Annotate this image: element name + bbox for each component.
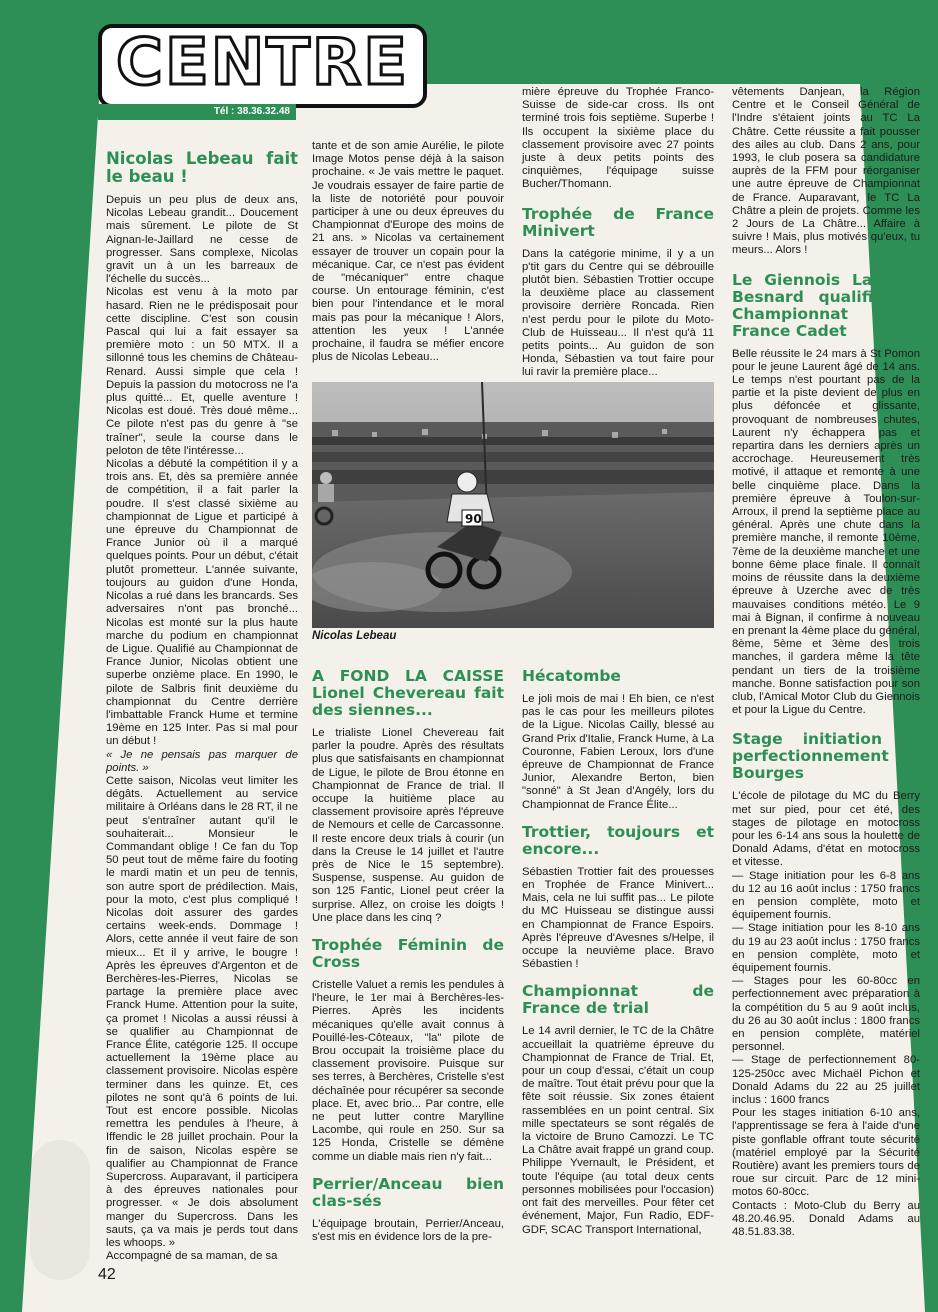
photo-caption: Nicolas Lebeau	[312, 630, 397, 642]
paragraph: Accompagné de sa maman, de sa	[106, 1250, 278, 1263]
paragraph: Nicolas a débuté la compétition il y a trois ans. Et, dès sa première année de compétition, il a fait parler la poudre. Il s'est classé sixième au championnat de Ligue et participé à une épreuve du Championnat de France Junior où il a marqué quelques points. Pour un début, c'était plutôt prometteur. L'année suivante, toujours au guidon d'une Honda, Nicolas a rué dans les brancards. Ses adversaires n'ont pas bronché... Nicolas est monté sur la plus haute marche du podium en championnat de Ligue. Qualifié au Championnat de France Junior, Nicolas obtient une superbe onzième place. En 1990, le pilote de Salbris finit deuxième du championnat du Centre derrière l'imbattable Franck Hume et termine 19ème en 125 Inter. Pas si mal pour un début !	[106, 458, 298, 748]
headline-stage: Stage initiation et perfectionnement à Bourges	[732, 730, 920, 783]
paragraph: — Stage de perfectionnement 80-125-250cc avec Michaël Pichon et Donald Adams du 22 au 25 juillet inclus : 1600 francs	[732, 1054, 920, 1106]
paragraph: Sébastien Trottier fait des prouesses en Trophée de France Minivert... Mais, cela ne lui suffit pas... Le pilote du MC Huisseau se distingue aussi en Championnat de France Espoirs. Après l'épreuve d'Avesnes s/Helpe, il occupe la neuvième place. Bravo Sébastien !	[522, 865, 714, 971]
svg-text:90: 90	[465, 512, 482, 526]
headline-besnard: Le Giennois Laurent Besnard qualifié au Championnat de France Cadet	[732, 270, 920, 340]
headline-chevereau: A FOND LA CAISSE Lionel Chevereau fait des siennes...	[312, 667, 504, 719]
paragraph: — Stage initiation pour les 6-8 ans du 12 au 16 août inclus : 1750 francs en pension complète, moto et équipement fournis.	[732, 869, 920, 922]
paragraph: vêtements Danjean, la Région Centre et le Conseil Général de l'Indre s'étaient joints au TC La Châtre. Cette réussite a fait pousser des ailes au club. Dans 2 ans, pour 1993, le club posera sa candidature auprès de la FFM pour réorganiser une autre épreuve de Championnat de France. Auparavant, le TC La Châtre a plein de projets. Comme les 2 Jours de La Châtre... Affaire à suivre ! Mais, plus motivés qu'eux, tu meurs... Alors !	[732, 86, 920, 257]
motocross-photo	[312, 382, 714, 628]
paragraph: Cristelle Valuet a remis les pendules à l'heure, le 1er mai à Berchères-les-Pierres. Après les incidents mécaniques qu'elle avait connus à Pouillé-les-Côteaux, "la" pilote de Brou occupait la troisième place du classement provisoire. Puisque sur ses terres, à Berchères, Cristelle s'est déchaînée pour récupérer sa seconde place. Et, avec brio... Par contre, elle ne peut lutter contre Marylline Lacombe, qui roule en 250. Sur sa 125 Honda, Cristelle se démène comme un diable mais rien n'y fait...	[312, 979, 504, 1163]
paragraph: Depuis un peu plus de deux ans, Nicolas Lebeau grandit... Doucement mais sûrement. Le pilote de St Aignan-le-Jaillard ne cesse de progresser. Sans complexe, Nicolas gravit un à un les barreaux de l'échelle du succès...	[106, 194, 298, 286]
paragraph: Cette saison, Nicolas veut limiter les dégâts. Actuellement au service militaire à Orléans dans le 28 RT, il ne peut s'entraîner autant qu'il le souhaiterait... Monsieur le Commandant oblige ! Ce fan du Top 50 peut tout de même faire du footing le mardi matin et un peu de tennis, son autre sport de prédilection. Mais, pour la moto, c'est plus compliqué ! Nicolas doit assurer des gardes certains week-ends. Dommage ! Alors, cette année il veut faire de son mieux... Et il y arrive, le bougre ! Après les épreuves d'Argenton et de Berchères-les-Pierres, Nicolas se partage la première place avec Franck Hume. Attention pour la suite, ça promet ! Nicolas a aussi réussi à se qualifier au Championnat de France Élite, catégorie 125. Il occupe actuellement la 19ème place au classement provisoire. Nicolas espère terminer dans les quinze. Et, ces pilotes ne sont qu'à 6 points de lui. Tout est encore possible. Nicolas remettra les pendules à l'heure, à Iffendic le 28 juillet prochain. Pour la fin de saison, Nicolas espère se qualifier au Championnat de France Supercross. Auparavant, il participera à des épreuves nationales pour progresser. « Je dois absolument manger du Supercross. Dans les sauts, ça va mais je perds tout dans les whoops. »	[106, 774, 298, 1250]
paragraph: Contacts : Moto-Club du Berry au 48.20.46.95. Donald Adams au 48.51.83.38.	[732, 1199, 920, 1239]
paragraph: — Stages pour les 60-80cc en perfectionnement avec préparation à la compétition du 5 au 9 août inclus, du 26 au 30 août inclus : 1800 francs en pension complète, matériel personnel.	[732, 975, 920, 1054]
photo-illustration	[312, 382, 714, 628]
faded-background-mark	[30, 1140, 90, 1280]
paragraph: L'école de pilotage du MC du Berry met sur pied, pour cet été, des stages de pilotage en motocross pour les 6-14 ans sous la houlette de Donald Adams, d'état en motocross et vitesse.	[732, 790, 920, 869]
headline-perrier: Perrier/Anceau bien clas-sés	[312, 1174, 504, 1210]
page-number: 42	[98, 1266, 116, 1283]
phone-bar: Tél : 38.36.32.48	[98, 104, 296, 120]
quote: « Je ne pensais pas marquer de points. »	[106, 748, 298, 774]
headline-hecatombe: Hécatombe	[522, 667, 621, 685]
column-1	[106, 150, 298, 1263]
column-2-bottom	[312, 668, 504, 1244]
column-3-top	[522, 86, 714, 380]
paragraph: Nicolas est venu à la moto par hasard. Rien ne le prédisposait pour cette discipline. C'est son cousin Pascal qui lui a fait essayer sa première moto : un 50 MTX. Il a sillonné tous les chemins de Château-Renard. Aussi simple que cela ! Depuis la passion du motocross ne l'a plus quitté... Et, quelle aventure ! Nicolas est doué. Très doué même... Ce pilote n'est pas du genre à "se traîner", seule la course dans le peloton de tête l'intéresse...	[106, 286, 298, 457]
column-3-bottom	[522, 668, 714, 1237]
paragraph: L'équipage broutain, Perrier/Anceau, s'est mis en évidence lors de la pre-	[312, 1217, 504, 1244]
paragraph: Belle réussite le 24 mars à St Pomon pour le jeune Laurent âgé de 14 ans. Le temps n'est pourtant pas de la partie et la piste devient de plus en plus défoncée et glissante, provoquant de nombreuses chutes, Laurent n'y échappera pas et repartira dans les derniers après un accrochage. Heureusement très motivé, il attaque et remonte à une belle cinquième place. Dans la première épreuve à Toulon-sur-Arroux, il prend la septième place au général. Après une chute dans la première manche, il remonte 10ème, 7ème de la deuxième manche et une bonne 6ème place finale. Il connaît moins de réussite dans la deuxième épreuve à Uzerche avec de très mauvaises conditions météo. Le 9 mai à Bignan, il confirme à nouveau en prenant la 4ème place du général, 8ème, 5ème et 3ème des trois manches, il gardera même la tête pendant un tiers de la troisième manche. Bonne satisfaction pour son club, l'Amical Motor Club du Giennois et pour la Ligue du Centre.	[732, 347, 920, 717]
headline-trottier: Trottier, toujours et encore...	[522, 822, 714, 858]
headline-feminin: Trophée Féminin de Cross	[312, 936, 504, 972]
headline-trial: Championnat de France de trial	[522, 982, 714, 1018]
paragraph: Le trialiste Lionel Chevereau fait parler la poudre. Après des résultats plus que satisfaisants en championnat de Ligue, le pilote de Brou étonne en Championnat de France de trial. Il occupe la huitième place au classement provisoire après l'épreuve de Nemours et celle de Carcassonne. Il reste encore deux trials à courir (un dans la Creuse le 14 juillet et l'autre près de Nice le 15 septembre). Suspense, suspense. Au guidon de son 125 Fantic, Lionel peut créer la surprise. Allez, on croise les doigts ! Une place dans les cinq ?	[312, 727, 504, 924]
paragraph: Le 14 avril dernier, le TC de la Châtre accueillait la quatrième épreuve du Championnat de France de Trial. Et, pour un coup d'essai, c'était un coup de maître. Tout était prévu pour que la fête soit réussie. Six zones étaient rassemblées en un point central. Six mille spectateurs se sont régalés de la victoire de Bruno Camozzi. Le TC La Châtre avait frappé un grand coup. Philippe Yvernault, le Président, et toute l'équipe (au total deux cents personnes mobilisées pour l'occasion) ont fait des merveilles. Pour fêter cet événement, Major, Fun Radio, EDF-GDF, SCAC Transport International,	[522, 1025, 714, 1236]
column-4	[732, 86, 920, 1239]
paragraph: Le joli mois de mai ! Eh bien, ce n'est pas le cas pour les meilleurs pilotes de la Ligue. Nicolas Cailly, blessé au Grand Prix d'Italie, Franck Hume, à La Couronne, Fabien Leroux, lors d'une épreuve de Championnat de France Junior, Alexandre Berton, bien "sonné" à St Jean d'Angély, lors du Championnat de France Élite...	[522, 693, 714, 811]
headline-minivert: Trophée de France Minivert	[522, 204, 714, 240]
headline-lebeau: Nicolas Lebeau fait le beau !	[106, 149, 298, 186]
paragraph: Dans la catégorie minime, il y a un p'tit gars du Centre qui se débrouille plutôt bien. Sébastien Trottier occupe la deuxième place au classement provisoire derrière Roncada. Rien n'est perdu pour le pilote du Moto-Club de Huisseau... Il n'est qu'à 11 petits points... Au guidon de son Honda, Sébastien va tout faire pour lui ravir la première place...	[522, 247, 714, 379]
paragraph: mière épreuve du Trophée Franco-Suisse de side-car cross. Ils ont terminé trois fois septième. Superbe ! Ils occupent la sixième place du classement provisoire avec 27 points juste à deux petits points des cinquièmes, l'équipage suisse Bucher/Thomann.	[522, 86, 714, 191]
paragraph: — Stage initiation pour les 8-10 ans du 19 au 23 août inclus : 1750 francs en pension complète, moto et équipement fournis.	[732, 922, 920, 974]
paragraph: Pour les stages initiation 6-10 ans, l'apprentissage se fera à l'aide d'une piste gonflable offrant toute sécurité (matériel employé par la Sécurité Routière) avant les premiers tours de roue sur circuit. Parc de 12 mini-motos 60-80cc.	[732, 1107, 920, 1199]
paragraph: tante et de son amie Aurélie, le pilote Image Motos pense déjà à la saison prochaine. « Je vais mettre le paquet. Je voudrais essayer de faire partie de la liste de notoriété pour pouvoir participer à une ou deux épreuves du Championnat d'Europe des moins de 21 ans. » Nicolas va certainement essayer de trouver un copain pour la mécanique. Car, ce n'est pas évident de "mécaniquer" entre chaque course. Un entourage féminin, c'est bien pour l'intendance et le moral mais pas pour la mécanique ! Alors, attention les yeux ! L'année prochaine, il faudra se méfier encore plus de Nicolas Lebeau...	[312, 140, 504, 364]
section-title: CENTRE	[98, 24, 427, 108]
column-2-top	[312, 140, 504, 364]
